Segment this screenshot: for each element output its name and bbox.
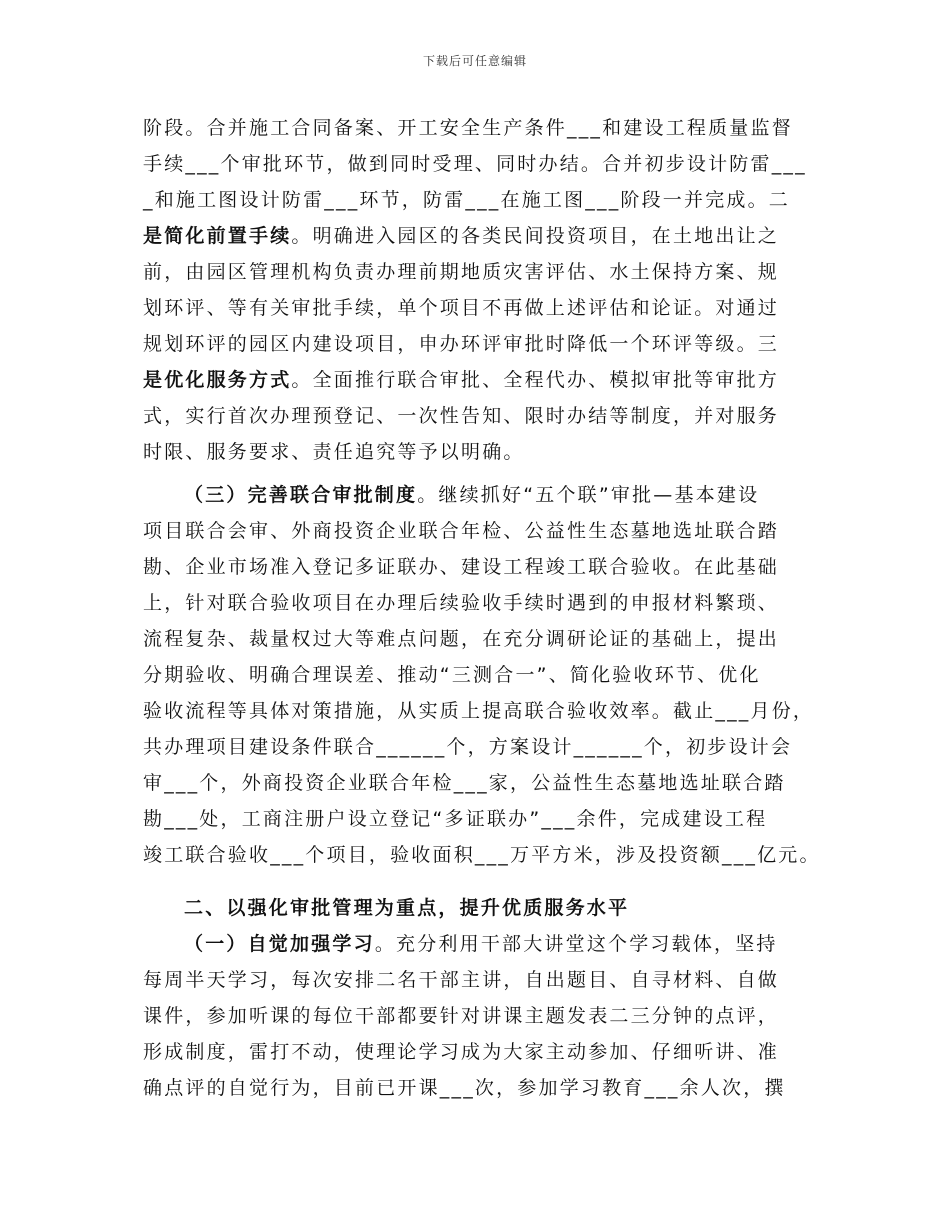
line-text: 划环评、等有关审批手续，单个项目不再做上述评估和论证。对通过 (143, 297, 780, 319)
bold-heading: （三）完善联合审批制度 (184, 484, 418, 506)
text-line (143, 1070, 813, 1106)
text-line (143, 693, 813, 729)
line-text: 勘、企业市场准入登记多证联办、建设工程竣工联合验收。在此基础 (143, 556, 780, 578)
text-line (143, 585, 813, 621)
line-text: 。明确进入园区的各类民间投资项目，在土地出让之 (291, 225, 780, 247)
bold-heading: 二、以强化审批管理为重点，提升优质服务水平 (184, 897, 630, 919)
text-line (143, 398, 813, 434)
line-text: 前，由园区管理机构负责办理前期地质灾害评估、水土保持方案、规 (143, 261, 780, 283)
line-text: 验收流程等具体对策措施，从实质上提高联合验收效率。截止___月份， (143, 700, 815, 722)
line-text: 。充分利用干部大讲堂这个学习载体，坚持 (374, 933, 778, 955)
text-line (143, 729, 813, 765)
text-line (184, 477, 813, 513)
bold-heading: 是优化服务方式 (143, 369, 292, 391)
line-text: 项目联合会审、外商投资企业联合年检、公益性生态墓地选址联合踏 (143, 520, 780, 542)
text-line (143, 513, 813, 549)
line-text: 流程复杂、裁量权过大等难点问题，在充分调研论证的基础上，提出 (143, 628, 780, 650)
line-text: 。全面推行联合审批、全程代办、模拟审批等审批方 (291, 369, 780, 391)
line-text: 上，针对联合验收项目在办理后续验收手续时遇到的申报材料繁琐、 (143, 592, 780, 614)
line-text: 课件，参加听课的每位干部都要针对讲课主题发表二三分钟的点评， (143, 1005, 780, 1027)
line-text: _和施工图设计防雷___环节，防雷___在施工图___阶段一并完成。二 (143, 189, 791, 211)
text-line (143, 837, 821, 873)
text-line (143, 621, 813, 657)
page-header: 下载后可任意编辑 (422, 54, 527, 68)
text-line (143, 998, 813, 1034)
line-text: 共办理项目建设条件联合______个，方案设计______个，初步设计会 (143, 736, 793, 758)
text-line (143, 110, 813, 146)
text-line (143, 182, 813, 218)
line-text: 阶段。合并施工合同备案、开工安全生产条件___和建设工程质量监督 (143, 117, 793, 139)
text-line (143, 434, 813, 470)
section-heading (184, 890, 854, 926)
line-text: 形成制度，雷打不动，使理论学习成为大家主动参加、仔细听讲、准 (143, 1041, 780, 1063)
line-text: 勘___处，工商注册户设立登记“多证联办”___余件，完成建设工程 (143, 808, 768, 830)
text-line (143, 362, 813, 398)
text-line (143, 290, 813, 326)
line-text: 竣工联合验收___个项目，验收面积___万平方米，涉及投资额___亿元。 (143, 844, 821, 866)
line-text: 分期验收、明确合理误差、推动“三测合一”、简化验收环节、优化 (143, 664, 761, 686)
text-line (143, 765, 813, 801)
line-text: 确点评的自觉行为，目前已开课___次，参加学习教育___余人次，撰 (143, 1077, 786, 1099)
line-text: 每周半天学习，每次安排二名干部主讲，自出题目、自寻材料、自做 (143, 969, 780, 991)
bold-heading: （一）自觉加强学习 (184, 933, 375, 955)
line-text: 。继续抓好“五个联”审批—基本建设 (417, 484, 760, 506)
text-line (143, 657, 813, 693)
text-line (143, 962, 813, 998)
line-text: 时限、服务要求、责任追究等予以明确。 (143, 441, 525, 463)
line-text: 审___个，外商投资企业联合年检___家，公益性生态墓地选址联合踏 (143, 772, 786, 794)
text-line (143, 218, 813, 254)
text-line (143, 326, 813, 362)
line-text: 规划环评的园区内建设项目，申办环评审批时降低一个环评等级。三 (143, 333, 780, 355)
text-line (143, 146, 813, 182)
text-line (143, 801, 813, 837)
line-text: 式，实行首次办理预登记、一次性告知、限时办结等制度，并对服务 (143, 405, 780, 427)
text-line (184, 926, 813, 962)
text-line (143, 254, 813, 290)
line-text: 手续___个审批环节，做到同时受理、同时办结。合并初步设计防雷___ (143, 153, 807, 175)
bold-heading: 是简化前置手续 (143, 225, 292, 247)
text-line (143, 1034, 813, 1070)
text-line (143, 549, 813, 585)
